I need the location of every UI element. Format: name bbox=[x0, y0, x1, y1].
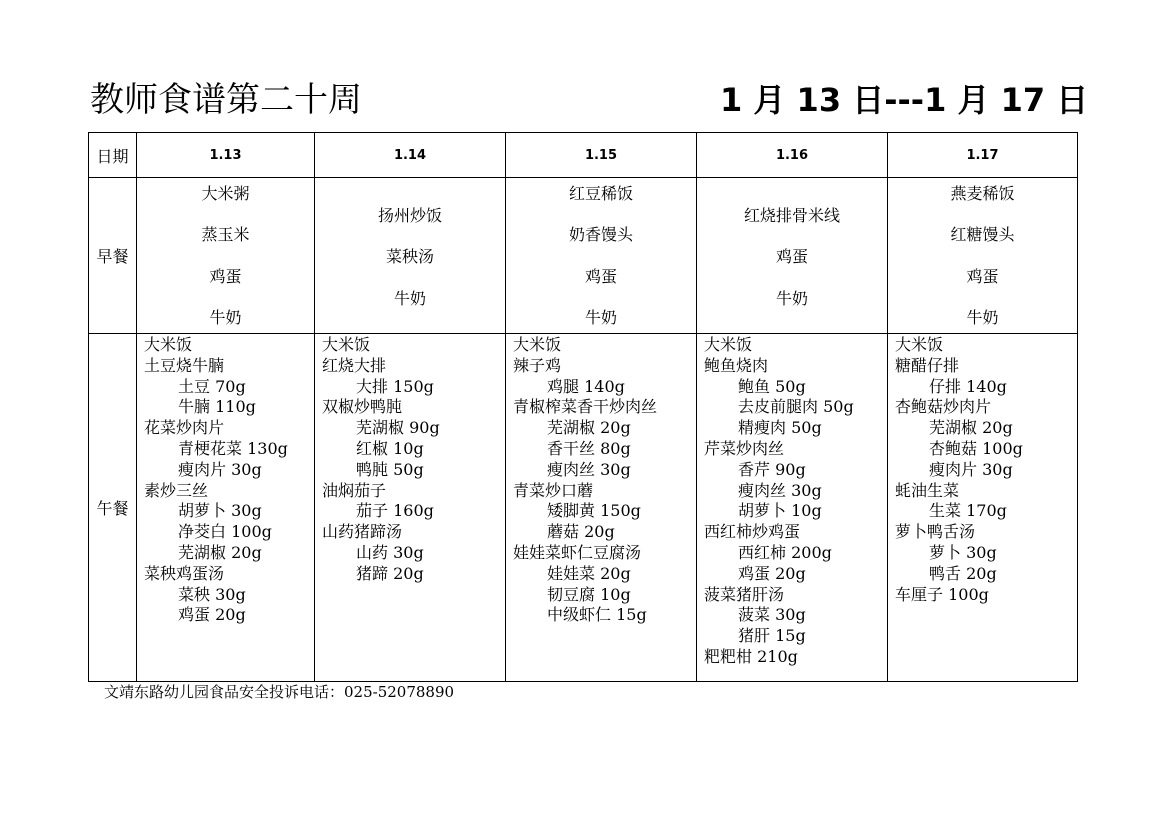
lunch-ingredient: 西红柿 200g bbox=[738, 542, 832, 562]
lunch-dish: 青椒榨菜香干炒肉丝 bbox=[513, 397, 658, 417]
lunch-dish: 大米饭 bbox=[144, 335, 193, 354]
breakfast-label: 早餐 bbox=[89, 178, 137, 334]
lunch-cell bbox=[315, 334, 506, 682]
lunch-ingredient: 鸭舌 20g bbox=[929, 563, 997, 583]
lunch-dish: 菜秧鸡蛋汤 bbox=[144, 563, 225, 583]
lunch-ingredient: 瘦肉片 30g bbox=[929, 459, 1013, 479]
lunch-dish: 杏鲍菇炒肉片 bbox=[895, 397, 992, 417]
breakfast-cell bbox=[137, 178, 315, 334]
breakfast-cell bbox=[315, 178, 506, 334]
breakfast-item: 红烧排骨米线 bbox=[743, 205, 840, 225]
date-header: 1.17 bbox=[888, 133, 1078, 178]
lunch-ingredient: 猪肝 15g bbox=[738, 626, 806, 646]
lunch-dish: 土豆烧牛腩 bbox=[144, 355, 225, 375]
lunch-dish: 萝卜鸭舌汤 bbox=[895, 522, 976, 542]
breakfast-item: 红糖馒头 bbox=[950, 225, 1015, 245]
breakfast-item: 牛奶 bbox=[584, 308, 617, 328]
breakfast-item: 鸡蛋 bbox=[966, 266, 999, 286]
lunch-ingredient: 红椒 10g bbox=[356, 438, 424, 458]
lunch-ingredient: 菠菜 30g bbox=[738, 605, 806, 625]
lunch-dish: 娃娃菜虾仁豆腐汤 bbox=[513, 542, 642, 562]
lunch-cell bbox=[506, 334, 697, 682]
lunch-dish: 芹菜炒肉丝 bbox=[704, 438, 785, 458]
date-header: 1.16 bbox=[697, 133, 888, 178]
breakfast-item: 蒸玉米 bbox=[201, 225, 250, 245]
lunch-dish: 大米饭 bbox=[322, 335, 371, 354]
lunch-dish: 大米饭 bbox=[704, 335, 753, 354]
lunch-label: 午餐 bbox=[89, 334, 137, 682]
breakfast-item: 鸡蛋 bbox=[584, 266, 617, 286]
lunch-dish: 蚝油生菜 bbox=[895, 480, 960, 500]
lunch-ingredient: 萝卜 30g bbox=[929, 542, 997, 562]
lunch-ingredient: 胡萝卜 10g bbox=[738, 501, 822, 521]
date-header: 1.13 bbox=[137, 133, 315, 178]
date-range: 1 月 13 日---1 月 17 日 bbox=[720, 81, 1089, 119]
lunch-dish: 辣子鸡 bbox=[513, 355, 562, 375]
date-corner-label: 日期 bbox=[89, 133, 137, 178]
page-title: 教师食谱第二十周 bbox=[90, 80, 362, 120]
lunch-ingredient: 净茭白 100g bbox=[178, 522, 272, 542]
lunch-dish: 糖醋仔排 bbox=[895, 355, 960, 375]
breakfast-item: 菜秧汤 bbox=[385, 247, 434, 266]
lunch-dish: 红烧大排 bbox=[322, 355, 387, 375]
lunch-ingredient: 芜湖椒 20g bbox=[178, 542, 262, 562]
lunch-ingredient: 瘦肉丝 30g bbox=[547, 459, 631, 479]
lunch-ingredient: 香干丝 80g bbox=[547, 438, 631, 458]
breakfast-item: 红豆稀饭 bbox=[568, 183, 633, 203]
lunch-ingredient: 韧豆腐 10g bbox=[547, 584, 631, 604]
lunch-ingredient: 菜秧 30g bbox=[178, 584, 246, 604]
date-header: 1.15 bbox=[506, 133, 697, 178]
breakfast-item: 大米粥 bbox=[201, 183, 250, 203]
complaint-hotline: 文靖东路幼儿园食品安全投诉电话：025-52078890 bbox=[104, 683, 455, 701]
lunch-dish: 粑粑柑 210g bbox=[704, 646, 798, 666]
breakfast-item: 牛奶 bbox=[966, 308, 999, 328]
lunch-ingredient: 鸡蛋 20g bbox=[738, 563, 806, 583]
lunch-ingredient: 鸡蛋 20g bbox=[178, 605, 246, 625]
breakfast-item: 奶香馒头 bbox=[568, 225, 633, 245]
breakfast-cell bbox=[697, 178, 888, 334]
lunch-dish: 素炒三丝 bbox=[144, 480, 209, 500]
lunch-dish: 大米饭 bbox=[513, 335, 562, 354]
breakfast-item: 扬州炒饭 bbox=[377, 205, 442, 225]
breakfast-item: 燕麦稀饭 bbox=[950, 183, 1015, 203]
lunch-ingredient: 矮脚黄 150g bbox=[547, 501, 641, 521]
lunch-ingredient: 瘦肉丝 30g bbox=[738, 480, 822, 500]
lunch-ingredient: 芜湖椒 90g bbox=[356, 418, 440, 438]
lunch-ingredient: 牛腩 110g bbox=[178, 397, 256, 417]
date-header-row bbox=[89, 133, 1078, 178]
lunch-ingredient: 土豆 70g bbox=[178, 376, 246, 396]
lunch-ingredient: 鸭肫 50g bbox=[356, 459, 424, 479]
lunch-dish: 油焖茄子 bbox=[322, 480, 387, 500]
lunch-dish: 花菜炒肉片 bbox=[144, 418, 225, 438]
lunch-ingredient: 精瘦肉 50g bbox=[738, 418, 822, 438]
lunch-ingredient: 香芹 90g bbox=[738, 459, 806, 479]
lunch-ingredient: 去皮前腿肉 50g bbox=[738, 397, 854, 417]
lunch-ingredient: 青梗花菜 130g bbox=[178, 438, 288, 458]
lunch-ingredient: 猪蹄 20g bbox=[356, 563, 424, 583]
lunch-ingredient: 鲍鱼 50g bbox=[738, 376, 806, 396]
lunch-ingredient: 娃娃菜 20g bbox=[547, 563, 631, 583]
lunch-ingredient: 蘑菇 20g bbox=[547, 522, 615, 542]
date-header: 1.14 bbox=[315, 133, 506, 178]
menu-table bbox=[88, 132, 1078, 682]
lunch-ingredient: 生菜 170g bbox=[929, 501, 1007, 521]
breakfast-row bbox=[89, 178, 1078, 334]
lunch-ingredient: 芜湖椒 20g bbox=[929, 418, 1013, 438]
lunch-ingredient: 胡萝卜 30g bbox=[178, 501, 262, 521]
breakfast-item: 牛奶 bbox=[775, 288, 808, 308]
lunch-ingredient: 仔排 140g bbox=[929, 376, 1007, 396]
lunch-dish: 大米饭 bbox=[895, 335, 944, 354]
lunch-row bbox=[89, 334, 1078, 682]
lunch-ingredient: 大排 150g bbox=[356, 376, 434, 396]
lunch-cell bbox=[137, 334, 315, 682]
breakfast-item: 鸡蛋 bbox=[775, 247, 808, 266]
lunch-dish: 西红柿炒鸡蛋 bbox=[704, 522, 801, 542]
lunch-ingredient: 山药 30g bbox=[356, 542, 424, 562]
lunch-dish: 鲍鱼烧肉 bbox=[704, 355, 769, 375]
lunch-dish: 车厘子 100g bbox=[895, 584, 989, 604]
lunch-ingredient: 杏鲍菇 100g bbox=[929, 438, 1023, 458]
lunch-dish: 青菜炒口蘑 bbox=[513, 480, 594, 500]
lunch-cell bbox=[697, 334, 888, 682]
breakfast-item: 鸡蛋 bbox=[209, 266, 242, 286]
breakfast-item: 牛奶 bbox=[209, 308, 242, 328]
lunch-ingredient: 鸡腿 140g bbox=[547, 376, 625, 396]
breakfast-cell bbox=[888, 178, 1078, 334]
lunch-cell bbox=[888, 334, 1078, 682]
lunch-dish: 山药猪蹄汤 bbox=[322, 522, 403, 542]
lunch-dish: 双椒炒鸭肫 bbox=[322, 397, 403, 417]
lunch-ingredient: 中级虾仁 15g bbox=[547, 605, 647, 625]
lunch-ingredient: 芜湖椒 20g bbox=[547, 418, 631, 438]
lunch-ingredient: 茄子 160g bbox=[356, 501, 434, 521]
breakfast-cell bbox=[506, 178, 697, 334]
lunch-dish: 菠菜猪肝汤 bbox=[704, 584, 785, 604]
breakfast-item: 牛奶 bbox=[393, 288, 426, 308]
lunch-ingredient: 瘦肉片 30g bbox=[178, 459, 262, 479]
